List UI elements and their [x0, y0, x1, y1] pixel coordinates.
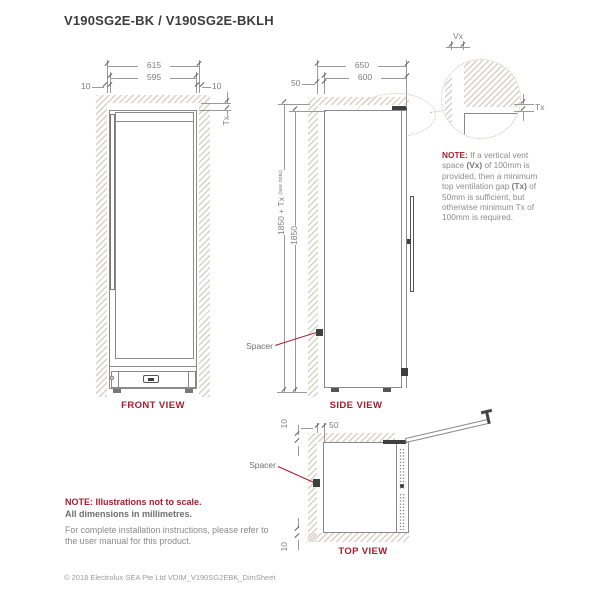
top-view-label: TOP VIEW [338, 546, 388, 557]
height-total-note: (see note) [278, 170, 284, 195]
detail-unit-top-line [464, 113, 520, 114]
front-wall-top-hatch [96, 95, 210, 103]
front-foot-right [185, 389, 193, 393]
detail-circle [441, 59, 521, 139]
dim-lead-line [302, 84, 315, 85]
dim-lead-line [92, 87, 104, 88]
top-rear-gap-dim: 50 [329, 420, 339, 430]
top-vent-dots-lower [399, 493, 406, 530]
front-gap-left-dim: 10 [81, 81, 91, 91]
front-top-gap-dim: Tx [221, 116, 231, 126]
page-title: V190SG2E-BK / V190SG2E-BKLH [64, 13, 274, 28]
side-door-lower-line [406, 376, 407, 388]
top-vent-dots-upper [399, 448, 406, 489]
dim-line-height-total [284, 104, 285, 392]
extension-line [514, 111, 534, 112]
ground-line [277, 392, 307, 393]
top-spacer-block [313, 479, 320, 487]
dim-arrow-line [298, 446, 299, 456]
front-glass-door [115, 112, 194, 359]
side-wall-rear-hatch [308, 97, 318, 397]
dim-arrow-line [298, 540, 299, 550]
side-handle-mount [407, 239, 411, 244]
dim-line-vx [446, 47, 470, 48]
detail-ceiling-hatch [464, 60, 521, 107]
side-view-label: SIDE VIEW [329, 400, 383, 411]
footer-instructions: For complete installation instructions, please refer to the user manual for this product. [65, 525, 269, 546]
side-outer-depth-dim: 650 [346, 61, 378, 70]
front-wall-left-hatch [96, 95, 107, 397]
front-base-line [110, 366, 196, 367]
dim-arrow-line [523, 111, 524, 121]
top-gap-top-dim: 10 [279, 419, 289, 429]
top-spacer-label: Spacer [249, 460, 276, 470]
front-foot-left [113, 389, 121, 393]
side-height-unit-dim: 1850 [289, 226, 299, 245]
front-gap-right-dim: 10 [212, 81, 222, 91]
dim-tick [295, 438, 300, 443]
extension-line [201, 103, 231, 104]
top-gap-bottom-dim: 10 [279, 542, 289, 552]
side-unit-depth-dim: 600 [349, 73, 381, 82]
height-total-value: 1850 + Tx [276, 197, 286, 236]
side-spacer-label: Spacer [246, 341, 273, 351]
front-door-header-line [116, 121, 193, 122]
footer-note-units: All dimensions in millimetres. [65, 509, 193, 519]
side-rear-gap-dim: 50 [291, 78, 301, 88]
front-view-label: FRONT VIEW [121, 400, 185, 411]
detail-vent-space-dim: Vx [449, 32, 467, 41]
top-door-frame-line [396, 443, 397, 532]
dim-line-height-unit [295, 111, 296, 392]
front-unit-width-dim: 595 [138, 73, 170, 82]
side-bottom-hinge [401, 368, 408, 376]
front-wall-right-hatch [199, 95, 210, 397]
side-spacer-block [316, 329, 323, 336]
ventilation-note: NOTE: If a vertical vent space (Vx) of 100mm is provided, then a minimum top ventilation gap (Tx) of 50mm is sufficient, but otherwise minimum Tx of 100mm is required. [442, 150, 538, 223]
dim-lead-line [301, 428, 313, 429]
top-handle-dot [400, 484, 404, 488]
side-handle-bar [410, 196, 414, 292]
top-open-door [405, 419, 490, 443]
front-kickplate-line-left [118, 372, 119, 387]
front-outer-width-dim: 615 [138, 61, 170, 70]
detail-top-gap-dim: Tx [535, 102, 545, 112]
side-foot-rear [383, 388, 391, 392]
side-cabinet-outline [324, 110, 402, 388]
top-wall-left-hatch [308, 433, 317, 542]
footer-note-scale: NOTE: Illustrations not to scale. [65, 497, 202, 507]
top-wall-top-hatch [308, 433, 395, 442]
dim-tick [295, 533, 300, 538]
side-foot-front [331, 388, 339, 392]
footer-copyright: © 2018 Electrolux SEA Pte Ltd VDIM_V190SG2EBK_DimSheet [64, 573, 276, 582]
side-top-hinge [392, 106, 407, 110]
extension-line [199, 60, 200, 93]
front-screw-hole [110, 376, 114, 380]
front-kickplate-line-right [188, 372, 189, 387]
extension-line [406, 60, 407, 108]
detail-unit-rear-line [464, 113, 465, 139]
top-wall-bottom-hatch [308, 533, 409, 542]
side-height-total-dim [276, 170, 286, 235]
detail-wall-hatch [445, 60, 452, 139]
dim-tick [295, 526, 300, 531]
top-hinge-plate [383, 440, 406, 444]
extension-line [278, 104, 310, 105]
front-vent-slot [148, 378, 154, 381]
